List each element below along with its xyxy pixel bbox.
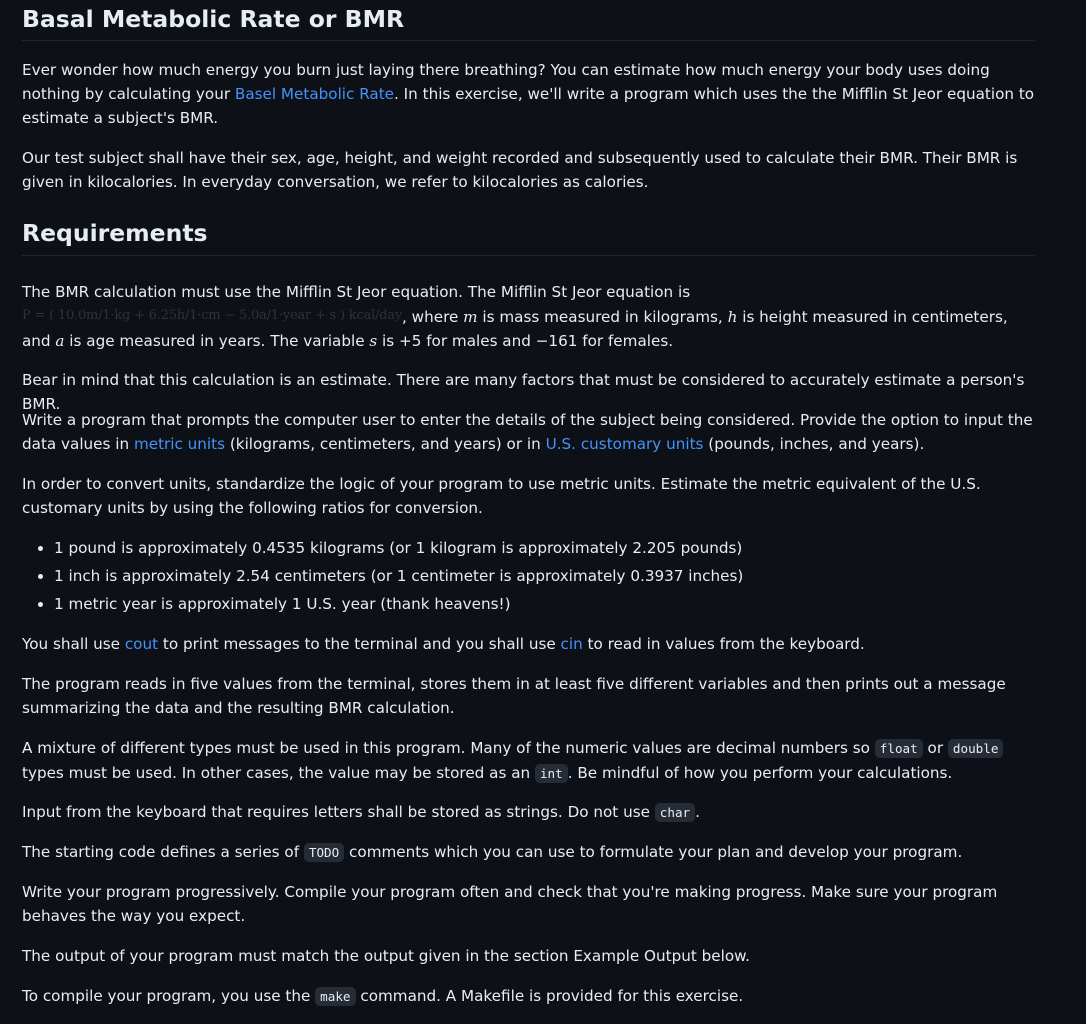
estimate-paragraph: Bear in mind that this calculation is an estimate. There are many factors that must be considered to accurately estimate a person's BMR. [22, 371, 1025, 413]
mifflin-st-jeor-equation: P = ( 10.0m/1·kg + 6.25h/1·cm − 5.0a/1·year + s ) kcal/day [22, 308, 403, 323]
intro-text: . In this exercise, we'll write a program which uses the the Mifflin St Jeor equation to estimate a subject's BMR. [22, 85, 1035, 127]
equation-intro-text: The BMR calculation must use the Mifflin St Jeor equation. The Mifflin St Jeor equation is [22, 283, 691, 301]
list-item: • 1 inch is approximately 2.54 centimeters (or 1 centimeter is approximately 0.3937 inches) [54, 564, 1067, 588]
intro-text: Ever wonder how much energy you burn just laying there breathing? You can estimate how much energy your body uses doing nothing by calculating your [22, 61, 990, 103]
metric-units-link[interactable]: metric units [133, 435, 226, 453]
equation-text: is mass measured in kilograms, [477, 308, 728, 326]
todo-paragraph [22, 840, 1035, 865]
variable-s: s [369, 332, 378, 350]
equation-paragraph [22, 280, 1035, 353]
todo-code: TODO [304, 843, 344, 862]
units-text: (pounds, inches, and years). [703, 435, 925, 453]
conversion-list [22, 536, 1067, 620]
output-paragraph: The output of your program must match the output given in the section Example Output below. [22, 947, 750, 965]
make-text: command. A Makefile is provided for this exercise. [355, 987, 744, 1005]
char-code: char [655, 803, 695, 822]
todo-text: The starting code defines a series of [22, 843, 304, 861]
variable-a: a [55, 332, 65, 350]
make-paragraph [22, 984, 1035, 1009]
types-text: or [922, 739, 948, 757]
cout-link[interactable]: cout [124, 635, 159, 653]
int-code: int [535, 764, 568, 783]
units-text: (kilograms, centimeters, and years) or in [225, 435, 546, 453]
make-text: To compile your program, you use the [22, 987, 316, 1005]
double-code: double [948, 739, 1004, 758]
list-item: • 1 metric year is approximately 1 U.S. year (thank heavens!) [54, 592, 1067, 616]
cout-cin-paragraph [22, 632, 1035, 656]
equation-text: , where [402, 308, 464, 326]
intro-paragraph-1 [22, 58, 1035, 130]
variable-m: m [463, 308, 478, 326]
requirements-heading: Requirements [22, 218, 1035, 256]
cin-link[interactable]: cin [560, 635, 583, 653]
equation-text: is +5 for males and −161 for females. [377, 332, 674, 350]
list-item: • 1 pound is approximately 0.4535 kilograms (or 1 kilogram is approximately 2.205 pounds) [54, 536, 1067, 560]
types-paragraph [22, 736, 1035, 786]
page-title: Basal Metabolic Rate or BMR [22, 0, 1035, 41]
equation-text: is age measured in years. The variable [64, 332, 370, 350]
equation-text: is height measured in centimeters, and [22, 308, 1008, 350]
strings-text: Input from the keyboard that requires letters shall be stored as strings. Do not use [22, 803, 655, 821]
types-text: A mixture of different types must be used in this program. Many of the numeric values are decimal numbers so [22, 739, 875, 757]
units-text: Write a program that prompts the computer user to enter the details of the subject being considered. Provide the option to input the data values in [22, 411, 1033, 453]
cout-text: You shall use [22, 635, 125, 653]
make-code: make [315, 987, 355, 1006]
float-code: float [875, 739, 923, 758]
intro-paragraph-2: Our test subject shall have their sex, age, height, and weight recorded and subsequently used to calculate their BMR. Their BMR is given in kilocalories. In everyday conversation, we refer to kilocalories as calories. [22, 149, 1018, 191]
strings-paragraph [22, 800, 1035, 825]
variable-h: h [727, 308, 738, 326]
strings-text: . [695, 803, 700, 821]
todo-text: comments which you can use to formulate your plan and develop your program. [344, 843, 963, 861]
us-customary-units-link[interactable]: U.S. customary units [545, 435, 704, 453]
cout-text: to read in values from the keyboard. [582, 635, 865, 653]
cout-text: to print messages to the terminal and you shall use [158, 635, 561, 653]
convert-paragraph: In order to convert units, standardize the logic of your program to use metric units. Estimate the metric equivalent of the U.S. customary units by using the following ratios for conversion. [22, 475, 981, 517]
readme-content [22, 0, 1035, 1005]
progressive-paragraph: Write your program progressively. Compile your program often and check that you're making progress. Make sure your program behaves the way you expect. [22, 883, 998, 925]
reads-paragraph: The program reads in five values from the terminal, stores them in at least five different variables and then prints out a message summarizing the data and the resulting BMR calculation. [22, 675, 1006, 717]
types-text: . Be mindful of how you perform your calculations. [567, 764, 953, 782]
units-paragraph [22, 408, 1035, 456]
types-text: types must be used. In other cases, the value may be stored as an [22, 764, 535, 782]
basal-metabolic-rate-link[interactable]: Basel Metabolic Rate [234, 85, 395, 103]
